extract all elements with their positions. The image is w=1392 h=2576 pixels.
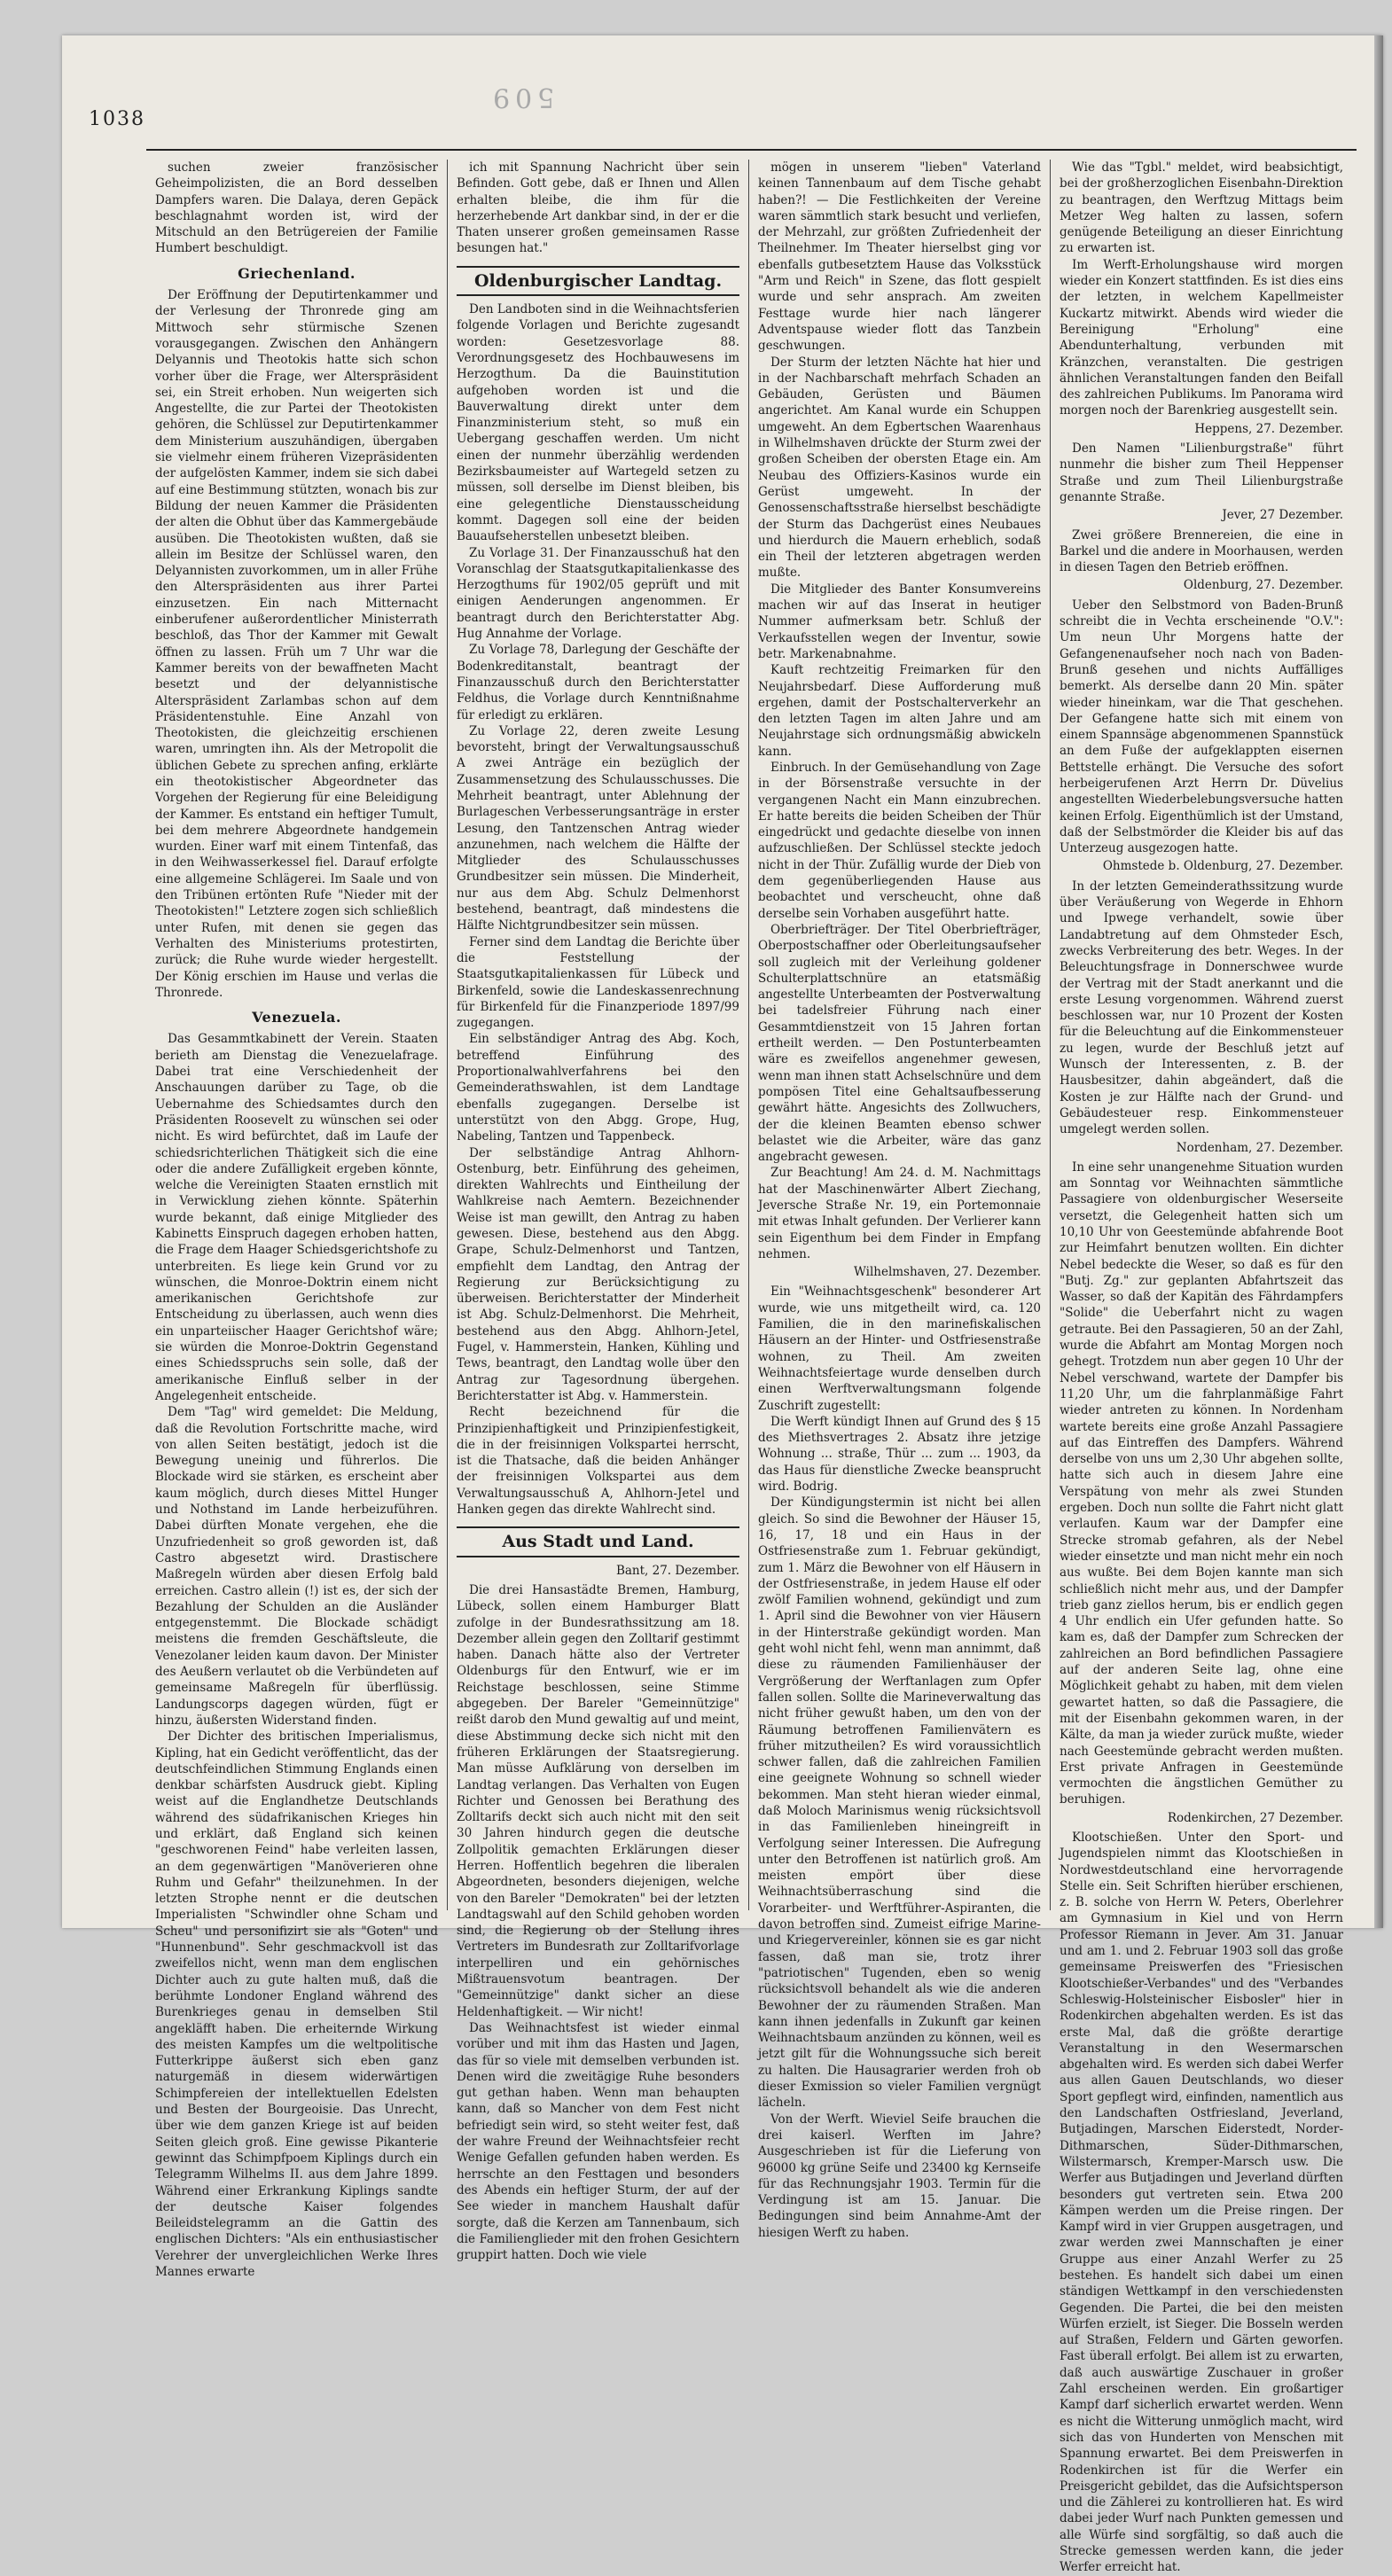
article-paragraph: Zur Beachtung! Am 24. d. M. Nachmittags hat der Maschinenwärter Albert Ziechang, Jeversche Straße Nr. 19, ein Portemonnaie mit etwas Inhalt gefunden. Der Verlierer kann sein Eigenthum bei dem Finder in Empfang nehmen. — [758, 1166, 1041, 1261]
article-paragraph: In der letzten Gemeinderathssitzung wurde über Veräußerung von Wegerde in Ehhorn und Ipwege verhandelt, sowie über Landabtretung auf dem Ohmsteder Esch, zwecks Verbreiterung des betr. Weges. In der Beleuchtungsfrage in Donnerschwee wurde der Vertrag mit der Stadt anerkannt und die erste Lesung vorgenommen. Während zuerst beschlossen war, nur 10 Prozent der Kosten für die Beleuchtung auf die Einkommensteuer zu legen, wurde der Beschluß jetzt auf Wunsch der Interessenten, z. B. der Hausbesitzer, dahin abgeändert, daß die Kosten je zur Hälfte nach der Grund- und Gebäudesteuer resp. Einkommensteuer umgelegt werden sollen. — [1060, 878, 1343, 1137]
article-paragraph: Wie das "Tgbl." meldet, wird beabsichtigt, bei der großherzoglichen Eisenbahn-Direktion zu beantragen, den Werftzug Mittags beim Metzer Weg halten zu lassen, sofern genügende Beteiligung an dieser Einrichtung zu erwarten ist. — [1060, 160, 1343, 256]
article-paragraph: Der Sturm der letzten Nächte hat hier und in der Nachbarschaft mehrfach Schaden an Gebäuden, Gerüsten und Bäumen angerichtet. Am Kanal wurde ein Schuppen umgeweht. An dem Egbertschen Waarenhaus in Wilhelmshaven drückte der Sturm zwei der großen Scheiben der obersten Etage ein. Am Neubau des Offiziers-Kasinos wurde ein Gerüst umgeweht. In der Genossenschaftsstraße hierselbst beschädigte der Sturm das Dachgerüst eines Neubaues und hierdurch die Mauern erheblich, sodaß ein Theil der letzteren abgetragen werden mußte. — [758, 355, 1041, 581]
column-4 — [1051, 160, 1352, 2575]
section-title: Aus Stadt und Land. — [457, 1526, 739, 1557]
dateline: Jever, 27 Dezember. — [1222, 508, 1343, 523]
article-paragraph: Zu Vorlage 31. Der Finanzausschuß hat den Voranschlag der Staatsgutkapitalienkasse des Herzogthums für 1902/05 geprüft und mit einigen Aenderungen angenommen. Er beantragt durch den Berichterstatter Abg. Hug Annahme der Vorlage. — [457, 545, 739, 642]
article-paragraph: Zu Vorlage 22, deren zweite Lesung bevorsteht, bringt der Verwaltungsausschuß A zwei Anträge ein bezüglich der Zusammensetzung des Schulausschusses. Die Mehrheit beantragt, unter Ablehnung der Burlageschen Verbesserungsanträge in erster Lesung, den Tantzenschen Antrag wieder anzunehmen, nach welchem die Hälfte der Mitglieder des Schulausschusses Grundbesitzer sein müssen. Die Minderheit, nur aus dem Abg. Schulz Delmenhorst bestehend, beantragt, daß mindestens die Hälfte Nichtgrundbesitzer sein müssen. — [457, 723, 739, 933]
article-paragraph: Ueber den Selbstmord von Baden-Brunß schreibt die in Vechta erscheinende "O.V.": Um neun Uhr Morgens hatte der Gefangenenaufseher noch nach von Baden-Brunß gesehen und nichts Auffälliges bemerkt. Als derselbe dann 20 Min. später wieder hineinkam, war die That geschehen. Der Gefangene hatte sich mit einem von einem Spannsäge abgenommenen Spannstück an dem Fuße der aufgeklappten eisernen Bettstelle erhängt. Die Versuche des sofort herbeigerufenen Arzt Herrn Dr. Düvelius angestellten Wiederbelebungsversuche hatten keinen Erfolg. Eigenthümlich ist der Umstand, daß der Selbstmörder die Kleider bis auf das Unterzeug ausgezogen hatte. — [1060, 597, 1343, 856]
header-rule — [146, 149, 1357, 151]
dateline: Rodenkirchen, 27 Dezember. — [1167, 1810, 1343, 1825]
article-paragraph: Der Eröffnung der Deputirtenkammer und der Verlesung der Thronrede ging am Mittwoch sehr stürmische Szenen vorausgegangen. Zwischen den Anhängern Delyannis und Theotokis hatte sich schon vorher über die Frage, wer Alterspräsident sei, ein Streit erhoben. Nun weigerten sich Angestellte, die zur Partei der Theotokisten gehören, die Schlüssel zur Deputirtenkammer dem Ministerium auszuhändigen, übergaben sie vielmehr einem früheren Vizepräsidenten der aufgelösten Kammer, indem sie sich dabei auf eine Bestimmung stützten, wonach bis zur Bildung der neuen Kammer die Präsidenten der alten die Obhut über das Kammergebäude ausüben. Die Theotokisten wußten, daß sie allein im Besitze der Schlüssel waren, den Delyannisten zuvorkommen, um in aller Frühe den Alterspräsidenten aus ihrer Partei einzusetzen. Ein nach Mitternacht einberufener außerordentlicher Ministerrath beschloß, das Thor der Kammer mit Gewalt öffnen zu lassen. Früh um 7 Uhr war die Kammer bereits von der bewaffneten Macht besetzt und der delyannistische Alterspräsident Zarlambas schon auf dem Präsidentenstuhle. Eine Anzahl von Theotokisten, die gleichzeitig erschienen waren, umringten ihn. Als der Metropolit die üblichen Gebete zu sprechen anfing, erklärte ein theotokistischer Abgeordneter das Vorgehen der Regierung für eine Beleidigung der Kammer. Es entstand ein heftiger Tumult, bei dem mehrere Abgeordnete handgemein wurden. Einer warf mit einem Tintenfaß, das in den Weihwasserkessel fiel. Darauf erfolgte eine allgemeine Schlägerei. Im Saale und von den Tribünen ertönten Rufe "Nieder mit der Theotokisten!" Letztere zogen sich schließlich unter Rufen, mit denen sie gegen das Verhalten des Ministeriums protestirten, zurück; die Ruhe wurde wieder hergestellt. Der König erschien im Hause und verlas die Thronrede. — [155, 288, 439, 1000]
dateline: Nordenham, 27. Dezember. — [1176, 1140, 1343, 1155]
article-paragraph: Die Mitglieder des Banter Konsumvereins machen wir auf das Inserat in heutiger Nummer aufmerksam betr. Schluß der Verkaufsstellen wegen der Inventur, sowie betr. Markenabnahme. — [758, 582, 1041, 661]
dateline: Oldenburg, 27. Dezember. — [1183, 578, 1343, 593]
article-paragraph: Das Gesammtkabinett der Verein. Staaten berieth am Dienstag die Venezuelafrage. Dabei trat eine Verschiedenheit der Anschauungen darüber zu Tage, ob die Uebernahme des Schiedsamtes durch den Präsidenten Roosevelt zu wünschen sei oder nicht. Es wird befürchtet, daß im Laufe der schiedsrichterlichen Thätigkeit sich die eine oder die andere Zufälligkeit ergeben könnte, welche die Vereinigten Staaten ernstlich mit in Verwicklung ziehen könnte. Späterhin wurde bekannt, daß einige Mitglieder des Kabinetts Einspruch dagegen erhoben hatten, die Frage dem Haager Schiedsgerichtshofe zu unterbreiten. Es liege kein Grund vor zu wünschen, die Monroe-Doktrin einem nicht amerikanischen Gerichtshofe zur Entscheidung zu überlassen, auch wenn dies ein unparteiischer Haager Gerichtshof wäre; sie würden die Monroe-Doktrin Gegenstand eines Schiedsspruchs sein solle, daß der amerikanische Einfluß selber in der Angelegenheit entscheide. — [155, 1032, 438, 1403]
article-paragraph: Den Landboten sind in die Weihnachtsferien folgende Vorlagen und Berichte zugesandt worden: Gesetzesvorlage 88. Verordnungsgesetz des Hochbauwesens im Herzogthum. Da die Bauinstitution aufgehoben worden ist und die Bauverwaltung direkt unter dem Finanzministerium steht, so muß ein Uebergang geschaffen werden. Um nicht einen der nunmehr überzählig werdenden Bezirksbaumeister auf Wartegeld setzen zu müssen, soll derselbe im Dienst bleiben, bis eine gelegentliche Dienstausscheidung kommt. Dagegen soll eine der beiden Bauaufseherstellen unbesetzt bleiben. — [457, 302, 739, 544]
article-paragraph: Der selbständige Antrag Ahlhorn-Ostenburg, betr. Einführung des geheimen, direkten Wahlrechts und Eintheilung der Wahlkreise nach Aemtern. Bezeichnender Weise ist man gewillt, den Antrag zu haben gewesen. Diese, bestehend aus den Abgg. Grape, Schulz-Delmenhorst und Tantzen, empfiehlt dem Landtag, den Antrag der Regierung zur Berücksichtigung zu überweisen. Berichterstatter der Minderheit ist Abg. Schulz-Delmenhorst. Die Mehrheit, bestehend aus den Abgg. Ahlhorn-Jetel, Fugel, v. Hammerstein, Hanken, Kühling und Tews, beantragt, den Landtag wolle über den Antrag zur Tagesordnung übergehen. Berichterstatter ist Abg. v. Hammerstein. — [457, 1145, 739, 1403]
article-paragraph: Oberbriefträger. Der Titel Oberbriefträger, Oberpostschaffner oder Oberleitungsaufseher soll zugleich mit der Verleihung goldener Schulterplattschnüre an etatsmäßig angestellte Unterbeamten der Postverwaltung bei tadelsfreier Führung nach einer Gesammtdienstzeit von 15 Jahren fortan ertheilt werden. — Den Postunterbeamten wäre es zweifellos angenehmer gewesen, wenn man ihnen statt Achselschnüre und dem pompösen Titel eine Gehaltsaufbesserung gewährt hätte. Angesichts des Zollwuchers, der die kleinen Beamten ebenso schwer belastet wie die Arbeiter, wäre das ganz angebracht gewesen. — [758, 922, 1041, 1165]
article-paragraph: suchen zweier französischer Geheimpolizisten, die an Bord desselben Dampfers waren. Die Dalaya, deren Gepäck beschlagnahmt worden ist, wird der Mitschuld an den Betrügereien der Familie Humbert beschuldigt. — [155, 160, 438, 256]
article-paragraph: Der Kündigungstermin ist nicht bei allen gleich. So sind die Bewohner der Häuser 15, 16, 17, 18 und ein Haus in der Ostfriesenstraße zum 1. Februar gekündigt, zum 1. März die Bewohner von elf Häusern in der Ostfriesenstraße, in jedem Hause elf oder zwölf Familien wohnend, gekündigt und zum 1. April sind die Bewohner von vier Häusern in der Hinterstraße gekündigt worden. Man geht wohl nicht fehl, wenn man annimmt, daß diese zu räumenden Familienhäuser der Vergrößerung der Werftanlagen zum Opfer fallen sollen. Sollte die Marineverwaltung das nicht früher gewußt haben, um den von der Räumung betroffenen Familienvätern es früher mitzutheilen? Es wird voraussichtlich schwer fallen, daß die zahlreichen Familien eine geeignete Wohnung so schnell wieder bekommen. Man steht hieran wieder einmal, daß Moloch Marinismus wenig rücksichtsvoll in das Familienleben hineingreift in Verfolgung seiner Interessen. Die Aufregung unter den Betroffenen ist natürlich groß. Am meisten empört über diese Weihnachtsüberraschung sind die Vorarbeiter- und Werftführer-Aspiranten, die davon betroffen sind. Zumeist eifrige Marine- und Kriegervereinler, können sie es gar nicht fassen, daß man sie, trotz ihrer "patriotischen" Tugenden, eben so wenig rücksichtsvoll behandelt als wie die anderen Bewohner der zu räumenden Straßen. Man kann ihnen jedenfalls in Zukunft gar keinen Weihnachtsbaum anzünden zu können, weil es jetzt gilt für die Wohnungssuche sich bereit zu halten. Die Hausagrarier werden froh ob dieser Exmission so vieler Familien vergnügt lächeln. — [758, 1495, 1041, 2111]
dateline: Heppens, 27. Dezember. — [1194, 421, 1343, 436]
column-1 — [146, 160, 448, 2279]
section-title: Oldenburgischer Landtag. — [457, 266, 739, 296]
section-heading: Venezuela. — [252, 1009, 341, 1026]
article-paragraph: Von der Werft. Wieviel Seife brauchen die drei kaiserl. Werften im Jahre? Ausgeschrieben ist für die Lieferung von 96000 kg grüne Seife und 23400 kg Kernseife für das Rechnungsjahr 1903. Termin für die Verdingung ist am 15. Januar. Die Bedingungen sind beim Annahme-Amt der hiesigen Werft zu haben. — [758, 2112, 1041, 2240]
article-paragraph: Recht bezeichnend für die Prinzipienhaftigkeit und Prinzipienfestigkeit, die in der freisinnigen Volkspartei herrscht, ist die Thatsache, daß die beiden Anhänger der freisinnigen Volkspartei aus dem Verwaltungsausschuß A, Ahlhorn-Jetel und Hanken gegen das direkte Wahlrecht sind. — [457, 1405, 739, 1518]
article-paragraph: Klootschießen. Unter den Sport- und Jugendspielen nimmt das Klootschießen in Nordwestdeutschland eine hervorragende Stelle ein. Seit Schriften hierüber erschienen, z. B. solche von Herrn W. Peters, Oberlehrer am Gymnasium in Kiel und von Herrn Professor Riemann in Jever. Am 31. Januar und am 1. und 2. Februar 1903 soll das große gemeinsame Preiswerfen des "Friesischen Klootschießer-Verbandes" und des "Verbandes Schleswig-Holsteinischer Eisbosler" hier in Rodenkirchen abgehalten werden. Es ist das erste Mal, daß die größte derartige Veranstaltung in den Wesermarschen abgehalten wird. Es werden sich dabei Werfer aus allen Gauen Deutschlands, wo dieser Sport gepflegt wird, einfinden, namentlich aus den Landschaften Ostfriesland, Jeverland, Butjadingen, Marschen Eiderstedt, Norder-Dithmarschen, Süder-Dithmarschen, Wilstermarsch, Kremper-Marsch usw. Die Werfer aus Butjadingen und Jeverland dürften besonders gut vertreten sein. Etwa 200 Kämpen werden um die Preise ringen. Der Kampf wird in vier Gruppen ausgetragen, und zwar werden zwei Mannschaften je einer Gruppe aus einer Anzahl Werfer zu 25 bestehen. Es handelt sich dabei um einen ständigen Wettkampf in den verschiedensten Gegenden. Die Partei, die bei den meisten Würfen erzielt, ist Sieger. Die Bosseln werden auf Straßen, Feldern und Gärten geworfen. Fast überall erfolgt. Bei allem ist zu erwarten, daß auch auswärtige Zuschauer in großer Zahl erscheinen werden. Ein großartiger Kampf darf sicherlich erwartet werden. Wenn es nicht die Witterung unmöglich macht, wird sich das von Hunderten von Menschen mit Spannung erwartet. Bei dem Preiswerfen in Rodenkirchen ist für die Werfer ein Preisgericht gebildet, das die Aufsichtsperson und die Zählerei zu kontrollieren hat. Es wird dabei jeder Wurf nach Punkten gemessen und alle Würfe sind sorgfältig, so daß auch die Strecke gemessen werden kann, die jeder Werfer erreicht hat. — [1060, 1830, 1343, 2575]
article-paragraph: Ferner sind dem Landtag die Berichte über die Feststellung der Staatsgutkapitalienkassen für Lübeck und Birkenfeld, sowie die Landeskassenrechnung für Birkenfeld für die Finanzperiode 1897/99 zugegangen. — [457, 934, 739, 1031]
library-stamp: 509 — [488, 82, 555, 113]
column-2 — [448, 160, 749, 2263]
article-paragraph: mögen in unserem "lieben" Vaterland keinen Tannenbaum auf dem Tische gehabt haben?! — Die Festlichkeiten der Vereine waren sämmtlich stark besucht und verliefen, der Mehrzahl, zur größten Zufriedenheit der Theilnehmer. Im Theater hierselbst ging vor ebenfalls gutbesetztem Hause das Volksstück "Arm und Reich" in Szene, das flott gespielt wurde und sehr ansprach. Am zweiten Festtage wurde hier nach längerer Adventspause wieder flott das Tanzbein geschwungen. — [758, 160, 1041, 354]
dateline: Wilhelmshaven, 27. Dezember. — [853, 1265, 1041, 1280]
article-paragraph: Ein "Weihnachtsgeschenk" besonderer Art wurde, wie uns mitgetheilt wird, ca. 120 Familien, die in den marinefiskalischen Häusern an der Hinter- und Ostfriesenstraße wohnen, zu Theil. Am zweiten Weihnachtsfeiertage wurde denselben durch einen Werftverwaltungsmann folgende Zuschrift zugestellt: — [758, 1284, 1041, 1413]
article-paragraph: Die drei Hansastädte Bremen, Hamburg, Lübeck, sollen einem Hamburger Blatt zufolge in der Bundesrathssitzung am 18. Dezember allein gegen den Zolltarif gestimmt haben. Danach hätte also der Vertreter Oldenburgs für den Entwurf, wie er im Reichstage beschlossen, seine Stimme abgegeben. Der Bareler "Gemeinnützige" reißt darob den Mund gewaltig auf und meint, diese Abstimmung decke sich nicht mit den früheren Erklärungen der Staatsregierung. Man müsse Aufklärung von derselben im Landtag verlangen. Das Verhalten von Eugen Richter und Genossen bei Berathung des Zolltarifs deckt sich auch nicht mit den seit 30 Jahren hindurch gegen die deutsche Zollpolitik gemachten Erklärungen dieser Herren. Hoffentlich begehren die liberalen Abgeordneten, besonders diejenigen, welche von den Bareler "Demokraten" bei der letzten Landtagswahl auf den Schild gehoben worden sind, die Regierung ob der Stellung ihres Vertreters im Bundesrath zur Zolltarifvorlage interpelliren und ein gehörnisches Mißtrauensvotum beantragen. Der "Gemeinnützige" dankt sicher an diese Heldenhaftigkeit. — Wir nicht! — [457, 1582, 739, 2019]
article-paragraph: Der Dichter des britischen Imperialismus, Kipling, hat ein Gedicht veröffentlicht, das der deutschfeindlichen Stimmung Englands einen denkbar schärfsten Ausdruck giebt. Kipling weist auf die Englandhetze Deutschlands während des südafrikanischen Krieges hin und erklärt, daß England sich keinen "geschworenen Feind" habe verleiten lassen, an dem gegenwärtigen "Manöverieren ohne Ruhm und Gefahr" theilzunehmen. In der letzten Strophe nennt er die deutschen Imperialisten "Schwindler ohne Scham und Scheu" und personifizirt sie als "Goten" und "Hunnenbund". Sehr geschmackvoll ist das zweifellos nicht, wenn man dem englischen Dichter auch zu gute halten muß, daß die berühmte Londoner England während des Burenkrieges genau in demselben Stil angekläfft haben. Die erheiternde Wirkung des meisten Kampfes um die weltpolitische Futterkrippe äußerst sich eben ganz naturgemäß in diesem widerwärtigen Schimpfereien der intellektuellen Edelsten und Besten der Bourgeoisie. Das Unrecht, über wie dem ganzen Kriege ist auf beiden Seiten gleich groß. Eine gewisse Pikanterie gewinnt das Schimpfpoem Kiplings durch ein Telegramm Wilhelms II. aus dem Jahre 1899. Während einer Erkrankung Kiplings sandte der deutsche Kaiser folgendes Beileidstelegramm an die Gattin des englischen Dichters: "Als ein enthusiastischer Verehrer der unvergleichlichen Werke Ihres Mannes erwarte — [155, 1729, 438, 2279]
article-paragraph: Das Weihnachtsfest ist wieder einmal vorüber und mit ihm das Hasten und Jagen, das für so viele mit demselben verbunden ist. Denen wird die zweitägige Ruhe besonders gut gethan haben. Wenn man behaupten kann, daß so Mancher von dem Fest nicht befriedigt sein wird, so steht weiter fest, daß der wahre Freund der Weihnachtsfeier recht Wenige Gefallen gefunden haben werden. Es herrschte an den Festtagen und besonders des Abends ein heftiger Sturm, der auf der See wieder in manchem Haushalt dafür sorgte, daß die Kerzen am Tannenbaum, sich die Familienglieder mit den frohen Gesichtern gruppirt hatten. Doch wie viele — [457, 2020, 739, 2263]
newspaper-page — [62, 35, 1383, 2575]
article-paragraph: Einbruch. In der Gemüsehandlung von Zage in der Börsenstraße versuchte in der vergangenen Nacht ein Mann einzubrechen. Er hatte bereits die beiden Scheiben der Thür eingedrückt und gedachte dieselbe von innen aufzuschließen. Der Schlüssel steckte jedoch nicht in der Thür. Zufällig wurde der Dieb von dem gegenüberliegenden Hause aus beobachtet und verscheucht, ohne daß derselbe sein Vorhaben ausgeführt hatte. — [758, 760, 1041, 921]
dateline: Ohmstede b. Oldenburg, 27. Dezember. — [1102, 859, 1343, 874]
article-paragraph: ich mit Spannung Nachricht über sein Befinden. Gott gebe, daß er Ihnen und Allen erhalten bleibe, die ihm für die herzerhebende Art dankbar sind, in der er die Thaten unserer großen gemeinsamen Rasse besungen hat." — [457, 160, 739, 256]
scan-edge — [1374, 35, 1383, 1928]
article-paragraph: Im Werft-Erholungshause wird morgen wieder ein Konzert stattfinden. Es ist dies eins der letzten, in welchem Kapellmeister Kuckartz mitwirkt. Abends wird wieder die Bereinigung "Erholung" eine Abendunterhaltung, verbunden mit Kränzchen, veranstalten. Die gestrigen ähnlichen Veranstaltungen fanden den Beifall des zahlreichen Publikums. Im Panorama wird morgen noch der Barenkrieg ausgestellt sein. — [1060, 257, 1343, 418]
text-columns — [146, 160, 1352, 2575]
article-paragraph: Den Namen "Lilienburgstraße" führt nunmehr die bisher zum Theil Heppenser Straße und zum Theil Lilienburgstraße genannte Straße. — [1060, 441, 1343, 504]
page-number: 1038 — [89, 108, 145, 130]
article-paragraph: Die Werft kündigt Ihnen auf Grund des § 15 des Miethsvertrages 2. Absatz ihre jetzige Wohnung ... straße, Thür ... zum ... 1903, da das Haus für dienstliche Zwecke beansprucht wird. Bodrig. — [758, 1414, 1041, 1495]
article-paragraph: In eine sehr unangenehme Situation wurden am Sonntag vor Weihnachten sämmtliche Passagiere von oldenburgischer Weserseite versetzt, die Gelegenheit hatten sich um 10,10 Uhr von Geestemünde abfahrende Boot zur Heimfahrt benutzen wollten. Ein dichter Nebel bedeckte die Weser, so daß es für den "Butj. Zg." zur geplanten Abfahrtszeit das Wasser, so daß der Kapitän des Fährdampfers "Solide" die Ueberfahrt nicht zu wagen getraute. Bei den Passagieren, 50 an der Zahl, wurde die Abfahrt am Montag Morgen noch gehegt. Trotzdem nun aber gegen 10 Uhr der Nebel verschwand, wartete der Dampfer bis 11,20 Uhr, um die fahrplanmäßige Fahrt wieder antreten zu können. In Nordenham wartete bereits eine große Anzahl Passagiere auf das Eintreffen des Dampfers. Während derselbe von uns um 2,30 Uhr abgehen sollte, hatte sich auch in diesem Jahre eine Verspätung von mehr als zwei Stunden ergeben. Doch nun sollte die Fahrt nicht glatt verlaufen. Kaum war der Dampfer eine Strecke stromab gefahren, als der Nebel wieder einsetzte und man nicht mehr ein noch aus wußte. Bei dem Bojen kannte man sich schließlich nicht mehr aus, und der Dampfer trieb ganz ziellos herum, bis er endlich gegen 4 Uhr endlich ein Ufer gefunden hatte. So kam es, daß der Dampfer zum Schrecken der zahlreichen an Bord befindlichen Passagiere auf der anderen Seite lag, ohne eine Möglichkeit gehabt zu haben, mit dem vielen gewartet hatten, so daß die Passagiere, die mit der Eisenbahn gekommen waren, in der Kälte, da man ja wieder zurück mußte, wieder nach Geestemünde gebracht werden mußten. Erst private Anfragen in Geestemünde vermochten die ängstlichen Gemüther zu beruhigen. — [1060, 1159, 1343, 1807]
article-paragraph: Dem "Tag" wird gemeldet: Die Meldung, daß die Revolution Fortschritte mache, wird von allen Seiten bestätigt, jedoch ist die Bewegung uneinig und führerlos. Die Blockade wird sie stärken, es erscheint aber kaum möglich, durch dieses Mittel Hunger und Nothstand im Lande herbeizuführen. Dabei dürften Monate vergehen, ehe die Unzufriedenheit so groß geworden ist, daß Castro abgesetzt wird. Drastischere Maßregeln würden aber diesen Erfolg bald erreichen. Castro allein (!) ist es, der sich der Bezahlung der Schulden an die Ausländer entgegenstemmt. Die Blockade schädigt meistens die fremden Geschäftsleute, die Venezolaner leiden kaum davon. Der Minister des Aeußern verlautet ob die Verbündeten auf gemeinsame Maßregeln für überflüssig. Landungscorps dagegen würden, fügt er hinzu, äußersten Widerstand finden. — [155, 1405, 438, 1728]
article-paragraph: Kauft rechtzeitig Freimarken für den Neujahrsbedarf. Diese Aufforderung muß ergehen, damit der Postschalterverkehr an den letzten Tagen im alten Jahre und am Neujahrstage sich ordnungsmäßig abwickeln kann. — [758, 663, 1041, 759]
article-paragraph: Zu Vorlage 78, Darlegung der Geschäfte der Bodenkreditanstalt, beantragt der Finanzausschuß durch den Berichterstatter Feldhus, die Vorlage durch Kenntnißnahme für erledigt zu erklären. — [457, 643, 739, 722]
dateline: Bant, 27. Dezember. — [615, 1563, 739, 1578]
column-3 — [749, 160, 1051, 2240]
article-paragraph: Ein selbständiger Antrag des Abg. Koch, betreffend Einführung des Proportionalwahlverfahrens bei den Gemeinderathswahlen, ist dem Landtage ebenfalls zugegangen. Derselbe ist unterstützt von den Abgg. Grope, Hug, Nabeling, Tantzen und Tappenbeck. — [457, 1032, 739, 1144]
section-heading: Griechenland. — [238, 264, 356, 282]
article-paragraph: Zwei größere Brennereien, die eine in Barkel und die andere in Moorhausen, werden in diesen Tagen den Betrieb eröffnen. — [1060, 527, 1343, 575]
